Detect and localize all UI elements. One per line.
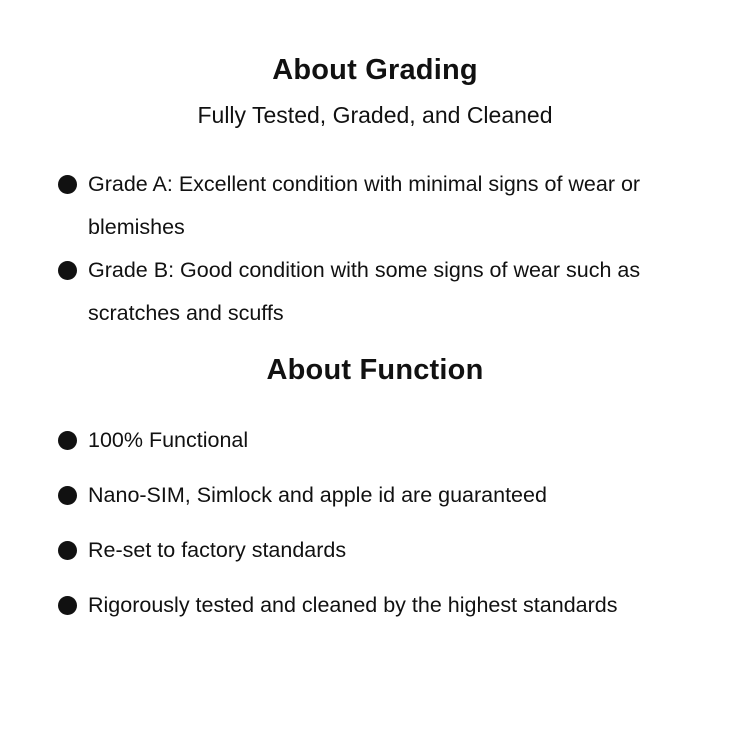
list-item: [58, 419, 645, 462]
list-item: [58, 249, 645, 335]
grading-section-title: About Grading: [272, 54, 478, 86]
function-bullet-list: [58, 419, 645, 627]
list-item-text: Re-set to factory standards: [88, 538, 347, 562]
bullet-dot-icon: [58, 596, 77, 615]
list-item: [58, 474, 645, 517]
list-item: [58, 529, 645, 572]
list-item: [58, 163, 645, 249]
list-item-text: Grade A: Excellent condition with minimal signs of wear or blemishes: [88, 172, 641, 239]
list-item-text: 100% Functional: [88, 428, 249, 452]
bullet-dot-icon: [58, 486, 77, 505]
bullet-dot-icon: [58, 431, 77, 450]
list-item-text: Rigorously tested and cleaned by the highest standards: [88, 593, 618, 617]
list-item: [58, 584, 645, 627]
bullet-dot-icon: [58, 541, 77, 560]
list-item-text: Grade B: Good condition with some signs of wear such as scratches and scuffs: [88, 258, 641, 325]
list-item-text: Nano-SIM, Simlock and apple id are guaranteed: [88, 483, 547, 507]
grading-bullet-list: [58, 163, 645, 335]
bullet-dot-icon: [58, 175, 77, 194]
function-section-title: About Function: [266, 354, 484, 386]
bullet-dot-icon: [58, 261, 77, 280]
grading-section-subtitle: Fully Tested, Graded, and Cleaned: [197, 102, 553, 128]
